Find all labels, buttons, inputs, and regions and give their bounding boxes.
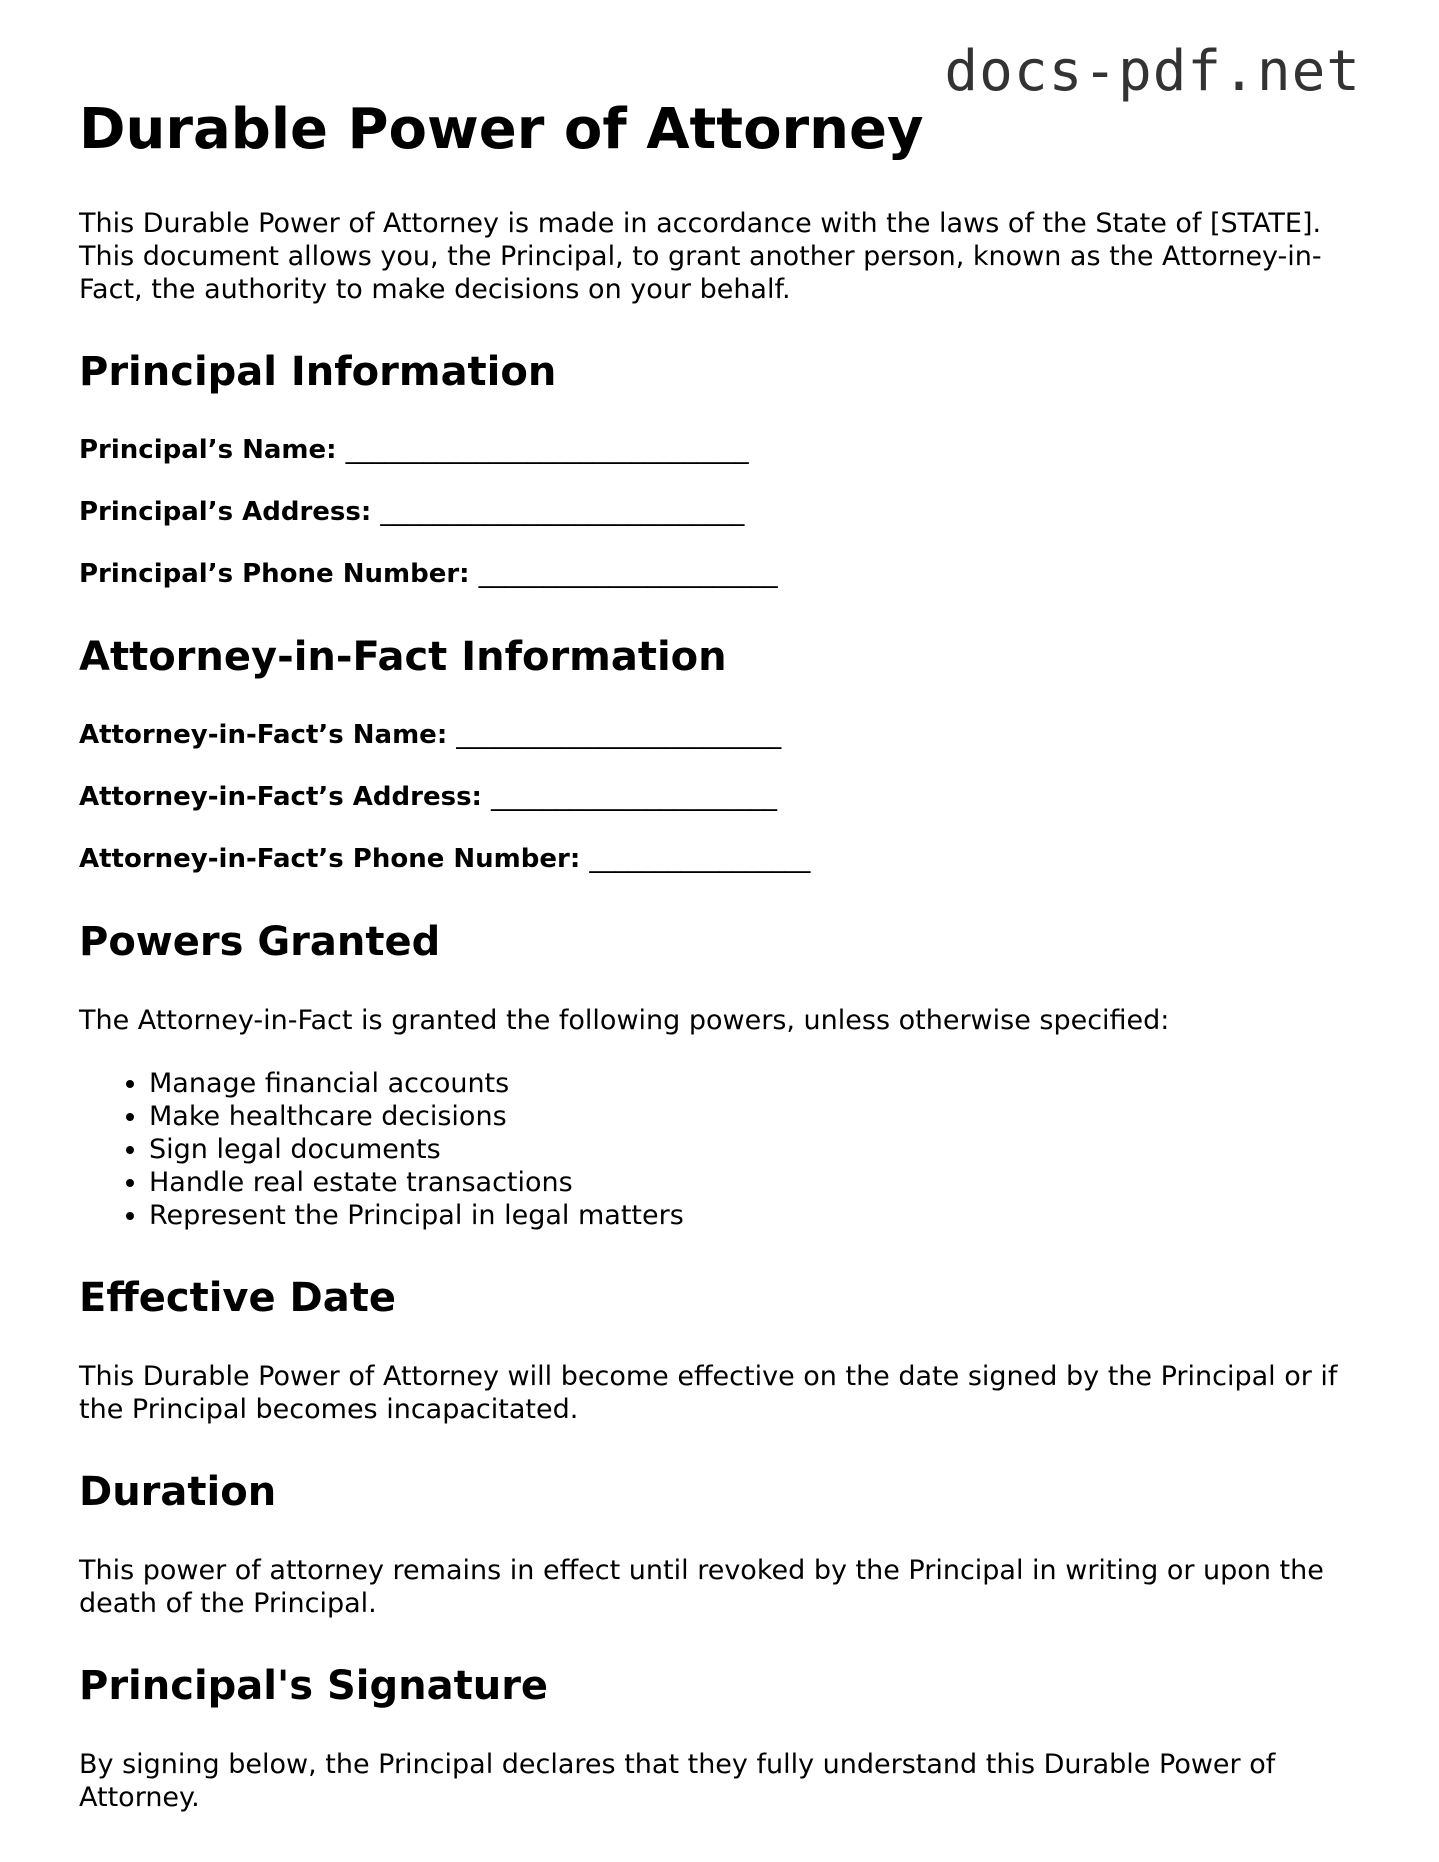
watermark-logo: docs-pdf.net [944, 39, 1361, 104]
field-label: Attorney-in-Fact’s Name: [79, 720, 448, 751]
document-body [79, 96, 1359, 1856]
effective-heading: Effective Date [79, 1275, 396, 1322]
effective-paragraph: This Durable Power of Attorney will become effective on the date signed by the Principal or if the Principal becomes incapacitated. [79, 1361, 1338, 1426]
intro-paragraph: This Durable Power of Attorney is made in accordance with the laws of the State of [STATE]. This document allows you, the Principal, to grant another person, known as the Attorney-in-Fact, the authority to make decisions on your behalf. [79, 208, 1322, 306]
field-label: Principal’s Address: [79, 497, 372, 528]
field-label: Principal’s Name: [79, 435, 337, 466]
attorney-heading: Attorney-in-Fact Information [79, 634, 727, 681]
signature-heading: Principal's Signature [79, 1663, 549, 1710]
list-item: • Manage financial accounts [149, 1067, 1359, 1100]
powers-heading: Powers Granted [79, 919, 441, 966]
field-blank[interactable]: _______________________ [478, 559, 778, 590]
field-label: Attorney-in-Fact’s Phone Number: [79, 844, 581, 875]
list-item: • Make healthcare decisions [149, 1100, 1359, 1133]
attorney-address-field[interactable] [79, 781, 1359, 814]
document-title: Durable Power of Attorney [79, 97, 924, 162]
field-blank[interactable]: _________________ [589, 844, 811, 875]
principal-phone-field[interactable] [79, 558, 1359, 591]
field-label: Principal’s Phone Number: [79, 559, 470, 590]
field-label: Attorney-in-Fact’s Address: [79, 782, 482, 813]
duration-heading: Duration [79, 1469, 277, 1516]
list-item: • Sign legal documents [149, 1133, 1359, 1166]
principal-address-field[interactable] [79, 496, 1359, 529]
field-blank[interactable]: ____________________________ [380, 497, 745, 528]
field-blank[interactable]: _______________________________ [345, 435, 749, 466]
principal-name-field[interactable] [79, 434, 1359, 467]
principal-heading: Principal Information [79, 349, 557, 396]
list-item: • Handle real estate transactions [149, 1166, 1359, 1199]
attorney-name-field[interactable] [79, 719, 1359, 752]
powers-list [79, 1067, 1359, 1232]
attorney-phone-field[interactable] [79, 843, 1359, 876]
duration-paragraph: This power of attorney remains in effect until revoked by the Principal in writing or upon the death of the Principal. [79, 1555, 1324, 1620]
powers-paragraph: The Attorney-in-Fact is granted the following powers, unless otherwise specified: [79, 1005, 1170, 1037]
signature-paragraph: By signing below, the Principal declares that they fully understand this Durable Power of Attorney. [79, 1749, 1276, 1814]
list-item: • Represent the Principal in legal matters [149, 1199, 1359, 1232]
field-blank[interactable]: _________________________ [456, 720, 782, 751]
field-blank[interactable]: ______________________ [491, 782, 777, 813]
